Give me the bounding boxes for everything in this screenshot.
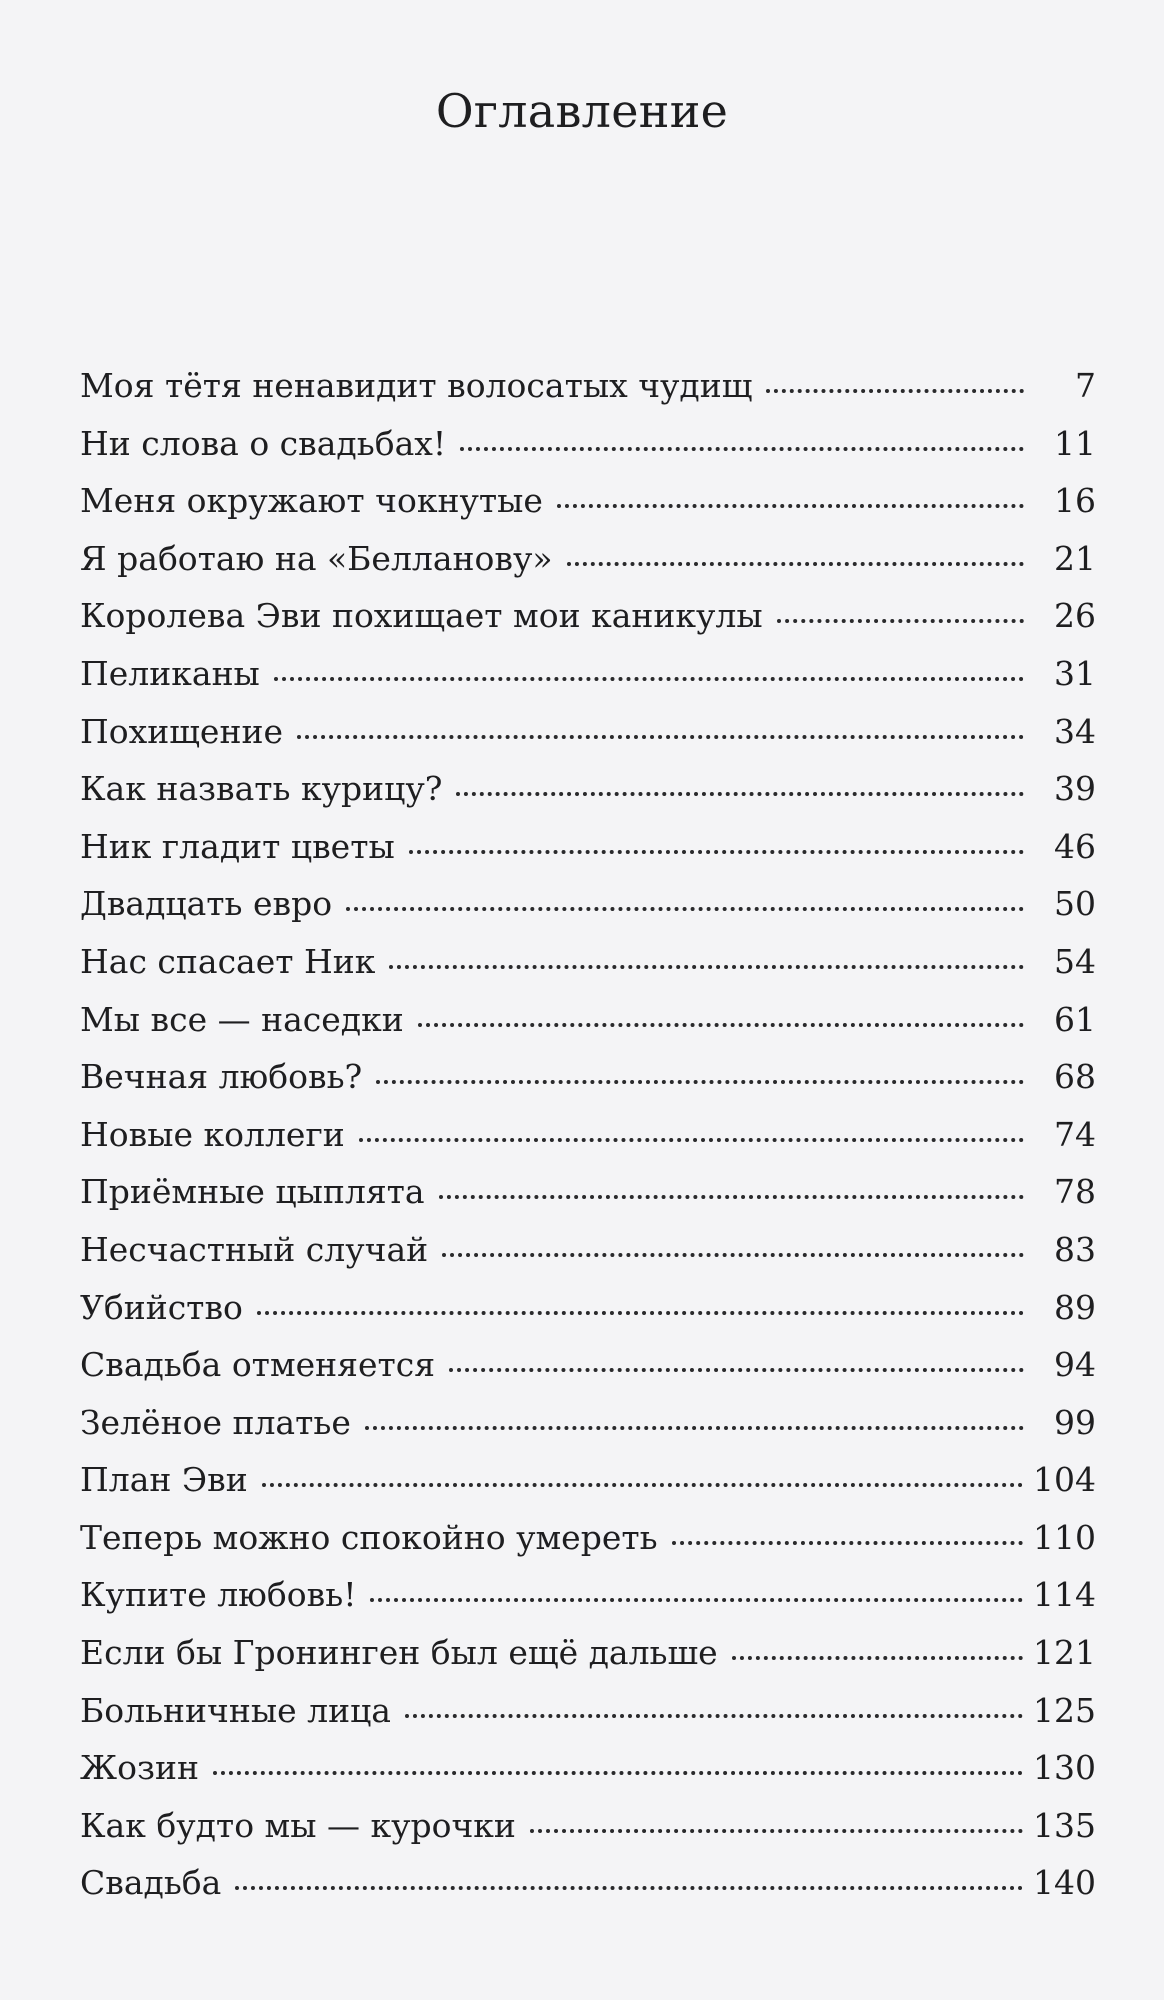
toc-entry-title: Приёмные цыплята bbox=[80, 1172, 425, 1212]
toc-entry-page-number: 125 bbox=[1033, 1690, 1096, 1730]
toc-entry-title: Моя тётя ненавидит волосатых чудищ bbox=[80, 366, 753, 405]
dot-leader bbox=[449, 1368, 1024, 1372]
toc-entry bbox=[80, 1057, 1096, 1115]
toc-entry-page-number: 39 bbox=[1054, 769, 1096, 809]
toc-entry-title: Мы все — наседки bbox=[80, 999, 404, 1039]
toc-entry-title: Как будто мы — курочки bbox=[80, 1805, 516, 1845]
dot-leader bbox=[557, 504, 1024, 508]
toc-entry-page-number: 99 bbox=[1054, 1402, 1096, 1442]
toc-entry-title: Я работаю на «Белланову» bbox=[80, 538, 553, 578]
toc-entry-title: Свадьба отменяется bbox=[80, 1345, 436, 1385]
dot-leader bbox=[274, 677, 1024, 681]
dot-leader bbox=[672, 1541, 1023, 1545]
toc-entry-page-number: 46 bbox=[1054, 826, 1096, 866]
toc-entry-page-number: 110 bbox=[1033, 1517, 1096, 1557]
toc-entry-page-number: 78 bbox=[1054, 1172, 1096, 1212]
toc-entry bbox=[80, 596, 1096, 654]
toc-entry-page-number: 34 bbox=[1054, 711, 1096, 751]
toc-entry-page-number: 114 bbox=[1033, 1575, 1096, 1615]
toc-entry-title: Пеликаны bbox=[80, 653, 260, 693]
toc-entry-page-number: 7 bbox=[1075, 366, 1096, 405]
toc-entry-title: Жозин bbox=[80, 1748, 199, 1788]
toc-entry-title: Как назвать курицу? bbox=[80, 769, 443, 809]
dot-leader bbox=[370, 1598, 1023, 1602]
dot-leader bbox=[439, 1195, 1024, 1199]
dot-leader bbox=[460, 447, 1024, 451]
toc-entry-title: Если бы Гронинген был ещё дальше bbox=[80, 1633, 718, 1673]
toc-entry bbox=[80, 1172, 1096, 1230]
toc-entry bbox=[80, 1748, 1096, 1806]
toc-entry-page-number: 94 bbox=[1054, 1345, 1096, 1385]
toc-entry-title: Двадцать евро bbox=[80, 884, 333, 924]
dot-leader bbox=[359, 1138, 1024, 1142]
toc-entry-title: Несчастный случай bbox=[80, 1229, 429, 1269]
toc-entry-page-number: 140 bbox=[1033, 1863, 1096, 1903]
toc-entry-page-number: 54 bbox=[1054, 941, 1096, 981]
dot-leader bbox=[235, 1886, 1023, 1890]
toc-entry bbox=[80, 884, 1096, 942]
dot-leader bbox=[262, 1483, 1023, 1487]
toc-entry-title: Убийство bbox=[80, 1287, 243, 1327]
toc-entry-page-number: 135 bbox=[1033, 1805, 1096, 1845]
toc-entry bbox=[80, 1863, 1096, 1921]
toc-entry-page-number: 16 bbox=[1054, 481, 1096, 521]
dot-leader bbox=[456, 792, 1024, 796]
page-title: Оглавление bbox=[435, 84, 729, 138]
toc-entry-title: Зелёное платье bbox=[80, 1402, 351, 1442]
toc-entry-title: Похищение bbox=[80, 711, 283, 751]
dot-leader bbox=[777, 619, 1024, 623]
toc-entry bbox=[80, 654, 1096, 712]
table-of-contents bbox=[80, 366, 1096, 1921]
toc-entry-page-number: 130 bbox=[1033, 1748, 1096, 1788]
toc-entry bbox=[80, 1691, 1096, 1749]
toc-entry-title: Королева Эви похищает мои каникулы bbox=[80, 596, 763, 636]
toc-entry-page-number: 61 bbox=[1054, 999, 1096, 1039]
toc-entry bbox=[80, 366, 1096, 424]
toc-entry-page-number: 104 bbox=[1033, 1460, 1096, 1500]
toc-entry-page-number: 50 bbox=[1054, 884, 1096, 924]
toc-entry bbox=[80, 1806, 1096, 1864]
toc-entry bbox=[80, 712, 1096, 770]
toc-entry-title: Нас спасает Ник bbox=[80, 941, 376, 981]
toc-entry-page-number: 26 bbox=[1054, 596, 1096, 636]
dot-leader bbox=[409, 850, 1024, 854]
toc-entry-page-number: 21 bbox=[1054, 538, 1096, 578]
toc-entry bbox=[80, 1230, 1096, 1288]
dot-leader bbox=[567, 562, 1024, 566]
dot-leader bbox=[297, 735, 1024, 739]
dot-leader bbox=[213, 1771, 1023, 1775]
toc-entry bbox=[80, 1115, 1096, 1173]
toc-entry bbox=[80, 1633, 1096, 1691]
toc-entry bbox=[80, 424, 1096, 482]
toc-entry-page-number: 68 bbox=[1054, 1057, 1096, 1097]
dot-leader bbox=[346, 907, 1024, 911]
dot-leader bbox=[365, 1426, 1024, 1430]
toc-entry bbox=[80, 769, 1096, 827]
toc-entry bbox=[80, 1288, 1096, 1346]
toc-entry bbox=[80, 1345, 1096, 1403]
toc-entry bbox=[80, 481, 1096, 539]
toc-entry bbox=[80, 1575, 1096, 1633]
toc-entry-title: Меня окружают чокнутые bbox=[80, 481, 543, 521]
toc-entry-page-number: 74 bbox=[1054, 1114, 1096, 1154]
toc-entry bbox=[80, 1518, 1096, 1576]
dot-leader bbox=[257, 1311, 1024, 1315]
dot-leader bbox=[376, 1080, 1024, 1084]
toc-entry-title: Теперь можно спокойно умереть bbox=[80, 1517, 658, 1557]
dot-leader bbox=[442, 1253, 1024, 1257]
toc-entry-title: Новые коллеги bbox=[80, 1114, 345, 1154]
toc-entry bbox=[80, 1403, 1096, 1461]
toc-entry bbox=[80, 1000, 1096, 1058]
toc-entry-page-number: 11 bbox=[1054, 423, 1096, 463]
toc-entry-title: Свадьба bbox=[80, 1863, 222, 1903]
toc-entry bbox=[80, 942, 1096, 1000]
dot-leader bbox=[418, 1023, 1024, 1027]
dot-leader bbox=[389, 965, 1024, 969]
toc-entry bbox=[80, 827, 1096, 885]
toc-entry-title: Купите любовь! bbox=[80, 1575, 357, 1615]
toc-entry-page-number: 31 bbox=[1054, 653, 1096, 693]
toc-entry-page-number: 89 bbox=[1054, 1287, 1096, 1327]
toc-entry-title: Вечная любовь? bbox=[80, 1057, 363, 1097]
toc-entry bbox=[80, 539, 1096, 597]
toc-entry-title: Ни слова о свадьбах! bbox=[80, 423, 447, 463]
toc-entry-page-number: 121 bbox=[1033, 1633, 1096, 1673]
dot-leader bbox=[405, 1714, 1023, 1718]
toc-entry bbox=[80, 1460, 1096, 1518]
toc-entry-title: Ник гладит цветы bbox=[80, 826, 395, 866]
dot-leader bbox=[732, 1656, 1023, 1660]
dot-leader bbox=[530, 1829, 1023, 1833]
dot-leader bbox=[766, 389, 1024, 393]
toc-entry-title: Больничные лица bbox=[80, 1690, 391, 1730]
toc-entry-title: План Эви bbox=[80, 1460, 248, 1500]
toc-entry-page-number: 83 bbox=[1054, 1229, 1096, 1269]
